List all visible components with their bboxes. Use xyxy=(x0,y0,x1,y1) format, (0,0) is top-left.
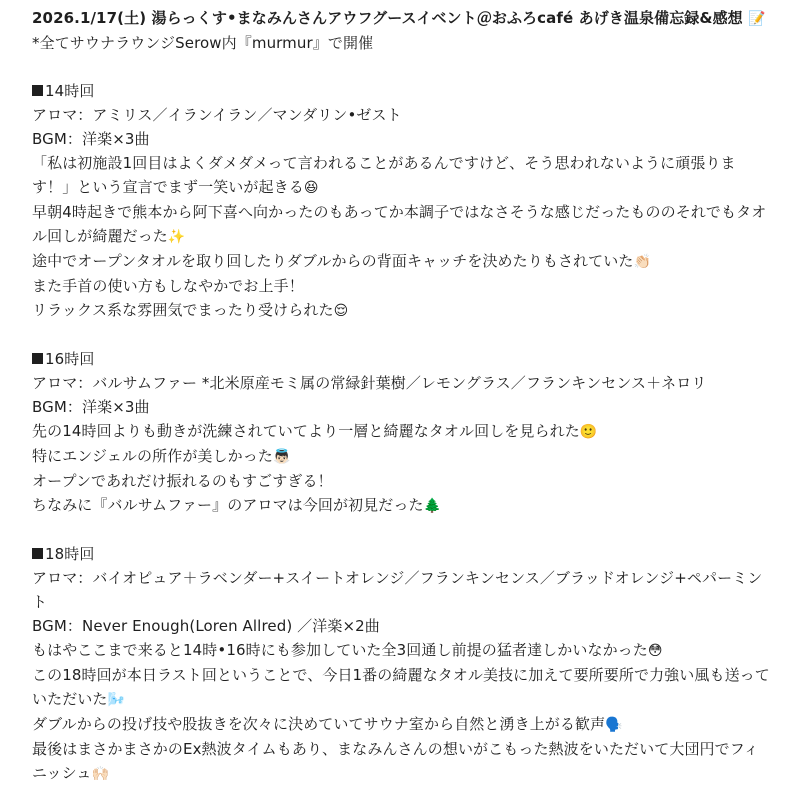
black-square-icon xyxy=(32,353,43,364)
evergreen-tree-icon: 🌲 xyxy=(423,498,442,514)
list-item: また手首の使い方もしなやかでお上手！ xyxy=(32,277,304,295)
clapping-hands-icon: 👏🏻 xyxy=(633,254,652,270)
list-item: 早朝4時起きで熊本から阿下喜へ向かったのもあってか本調子ではなさそうな感じだったもののそれでもタオル回しが綺麗だった✨ xyxy=(32,203,767,245)
speaking-head-icon: 🗣️ xyxy=(605,717,623,733)
black-square-icon xyxy=(32,548,43,559)
list-item: 途中でオープンタオルを取り回したりダブルからの背面キャッチを決めたりもされていた👏🏻 xyxy=(32,252,652,270)
list-item: BGM：Never Enough(Loren Allred) ／洋楽×2曲 xyxy=(32,617,380,635)
relieved-face-icon: 😌 xyxy=(333,303,349,319)
title-text: 2026.1/17(土) 湯らっくす•まなみんさんアウフグースイベント＠おふろcafé あげき温泉備忘録&感想 xyxy=(32,9,743,27)
list-item: 「私は初施設1回目はよくダメダメって言われることがあるんですけど、そう思われないように頑張ります！」という宣言でまず一笑いが起きる😆 xyxy=(32,154,736,196)
list-item: BGM：洋楽×3曲 xyxy=(32,130,150,148)
sparkles-icon: ✨ xyxy=(167,229,186,245)
black-square-icon xyxy=(32,85,43,96)
section-heading: 16時回 xyxy=(32,347,800,371)
list-item: ダブルからの投げ技や股抜きを次々に決めていてサウナ室から自然と湧き上がる歓声🗣️ xyxy=(32,715,623,733)
spacer xyxy=(32,518,800,542)
angel-icon: 👼🏻 xyxy=(272,449,291,465)
laughing-face-icon: 😆 xyxy=(303,180,319,196)
wind-face-icon: 🌬️ xyxy=(107,692,126,708)
list-item: この18時回が本日ラスト回ということで、今日1番の綺麗なタオル美技に加えて要所要所で力強い風も送っていただいた🌬️ xyxy=(32,666,770,708)
memo-icon: 📝 xyxy=(748,11,766,27)
list-item: アロマ：アミリス／イランイラン／マンダリン•ゼスト xyxy=(32,106,402,124)
list-item: 特にエンジェルの所作が美しかった👼🏻 xyxy=(32,447,291,465)
spacer xyxy=(32,323,800,347)
list-item: 最後はまさかまさかのEx熱波タイムもあり、まなみんさんの想いがこもった熱波をいただいて大団円でフィニッシュ🙌🏻 xyxy=(32,740,759,782)
list-item: アロマ：バイオピュア＋ラベンダー+スイートオレンジ／フランキンセンス／ブラッドオレンジ+ペパーミント xyxy=(32,569,763,611)
spacer xyxy=(32,55,800,79)
list-item: もはやここまで来ると14時•16時にも参加していた全3回通し前提の猛者達しかいなかった😳 xyxy=(32,641,663,659)
list-item: オープンであれだけ振れるのもすごすぎる！ xyxy=(32,472,333,490)
smiling-face-icon: 🙂 xyxy=(579,424,598,440)
section-heading: 14時回 xyxy=(32,79,800,103)
flushed-face-icon: 😳 xyxy=(647,643,663,659)
list-item: 先の14時回よりも動きが洗練されていてより一層と綺麗なタオル回しを見られた🙂 xyxy=(32,422,598,440)
raised-hands-icon: 🙌🏻 xyxy=(91,766,110,782)
list-item: アロマ：バルサムファー *北米原産モミ属の常緑針葉樹／レモングラス／フランキンセンス＋ネロリ xyxy=(32,374,707,392)
subtitle: *全てサウナラウンジSerow内『murmur』で開催 xyxy=(32,34,374,52)
page-title xyxy=(32,6,800,31)
list-item: BGM：洋楽×3曲 xyxy=(32,398,150,416)
list-item: ちなみに『バルサムファー』のアロマは今回が初見だった🌲 xyxy=(32,496,442,514)
list-item: リラックス系な雰囲気でまったり受けられた😌 xyxy=(32,301,349,319)
section-heading: 18時回 xyxy=(32,542,800,566)
